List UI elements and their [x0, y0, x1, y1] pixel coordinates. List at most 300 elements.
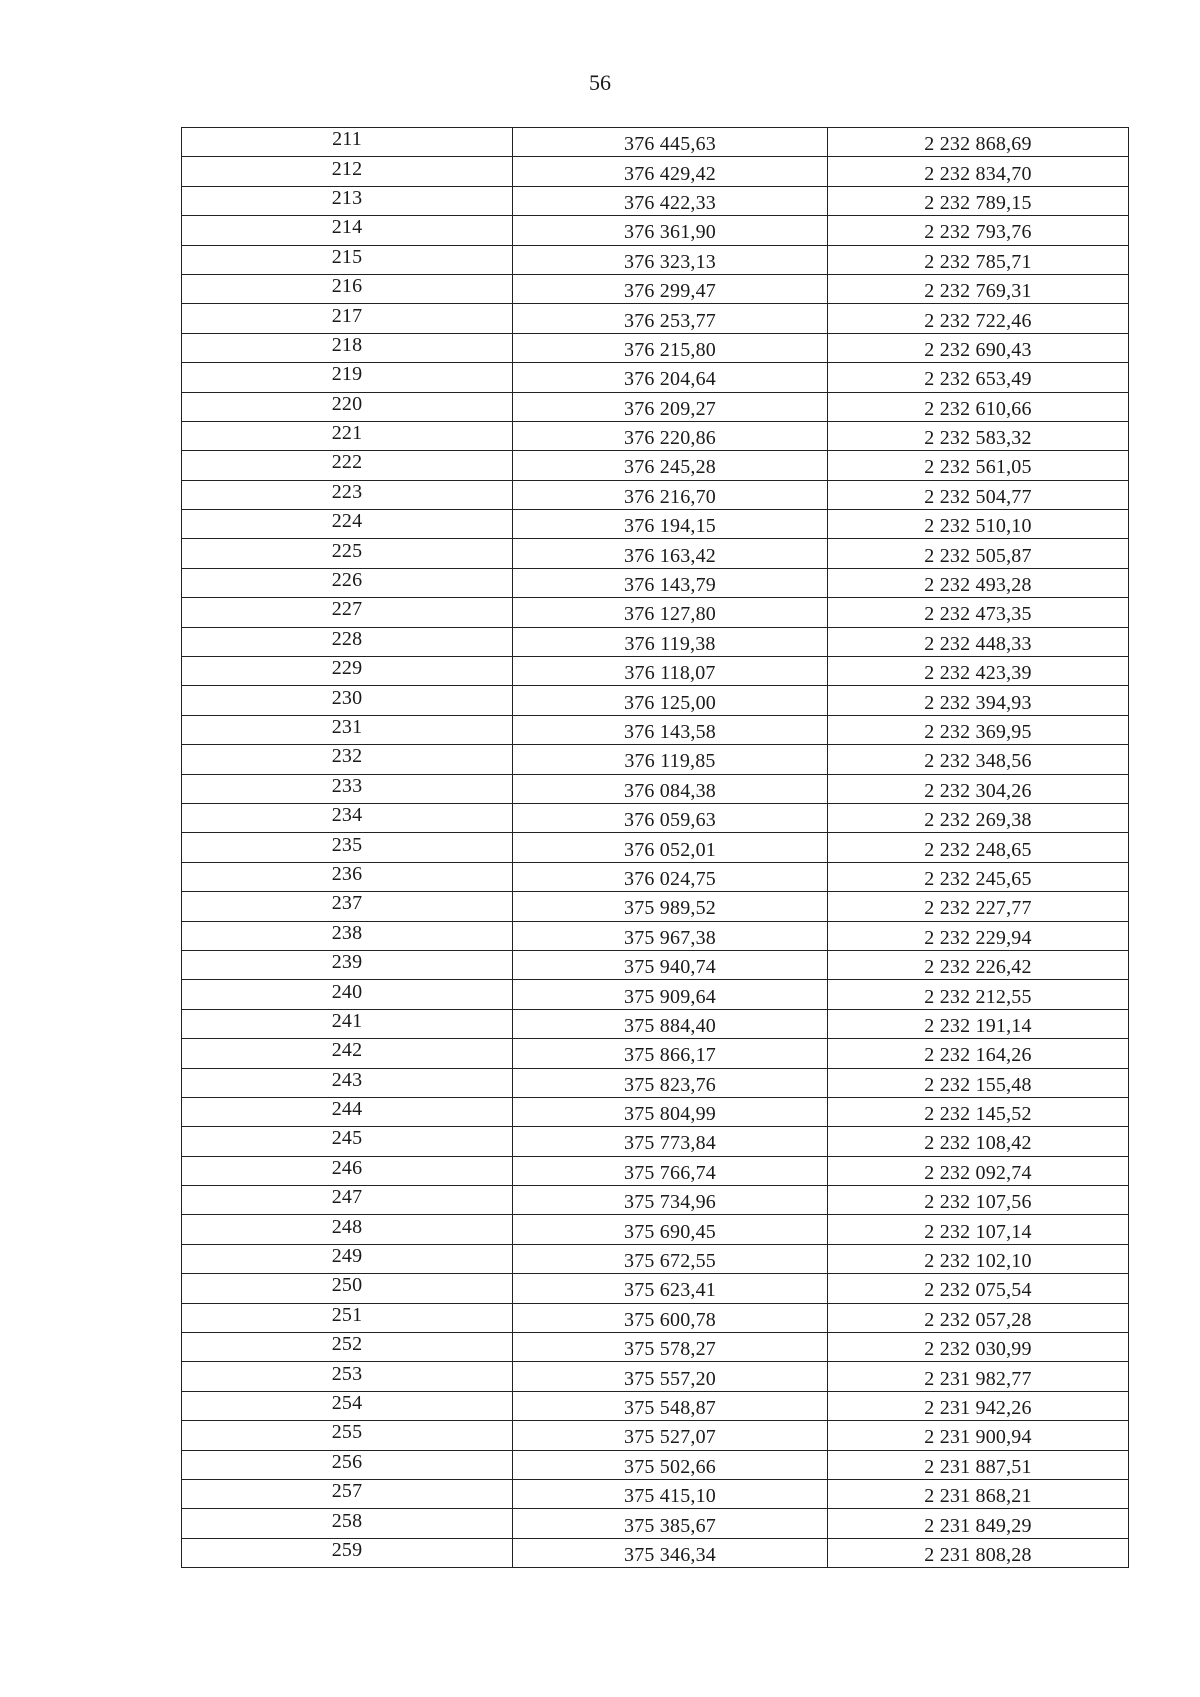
table-row [182, 1127, 1129, 1156]
y-coordinate-cell [828, 862, 1129, 891]
y-coordinate-cell [828, 1391, 1129, 1420]
point-number-cell [182, 1244, 513, 1273]
point-number-cell [182, 657, 513, 686]
point-number-cell [182, 539, 513, 568]
table-row [182, 245, 1129, 274]
y-coordinate-cell-value: 2 232 610,66 [924, 397, 1032, 420]
table-row [182, 715, 1129, 744]
point-number-cell [182, 950, 513, 979]
point-number-cell [182, 568, 513, 597]
x-coordinate-cell [513, 1186, 828, 1215]
x-coordinate-cell [513, 421, 828, 450]
table-row [182, 1391, 1129, 1420]
x-coordinate-cell [513, 715, 828, 744]
point-number-cell [182, 627, 513, 656]
x-coordinate-cell [513, 1156, 828, 1185]
point-number-cell-value: 236 [331, 862, 363, 885]
table-row [182, 216, 1129, 245]
point-number-cell [182, 304, 513, 333]
point-number-cell-value: 215 [331, 245, 363, 268]
point-number-cell [182, 803, 513, 832]
point-number-cell [182, 862, 513, 891]
point-number-cell-value: 212 [331, 157, 363, 180]
y-coordinate-cell [828, 745, 1129, 774]
x-coordinate-cell-value: 376 204,64 [624, 368, 716, 391]
y-coordinate-cell-value: 2 232 075,54 [924, 1279, 1032, 1302]
coordinates-table [181, 127, 1129, 1568]
table-row [182, 950, 1129, 979]
y-coordinate-cell [828, 627, 1129, 656]
table-row [182, 1538, 1129, 1567]
y-coordinate-cell-value: 2 232 493,28 [924, 574, 1032, 597]
x-coordinate-cell-value: 376 215,80 [624, 338, 716, 361]
y-coordinate-cell-value: 2 232 269,38 [924, 809, 1032, 832]
point-number-cell-value: 241 [331, 1009, 363, 1032]
x-coordinate-cell-value: 376 323,13 [624, 250, 716, 273]
point-number-cell-value: 226 [331, 569, 363, 592]
point-number-cell-value: 222 [331, 451, 363, 474]
x-coordinate-cell-value: 375 967,38 [624, 926, 716, 949]
table-row [182, 657, 1129, 686]
y-coordinate-cell [828, 1421, 1129, 1450]
y-coordinate-cell [828, 1039, 1129, 1068]
table-row [182, 1068, 1129, 1097]
table-row [182, 1009, 1129, 1038]
point-number-cell [182, 921, 513, 950]
table-row [182, 1097, 1129, 1126]
point-number-cell-value: 227 [331, 598, 363, 621]
point-number-cell-value: 250 [331, 1274, 363, 1297]
y-coordinate-cell-value: 2 232 448,33 [924, 632, 1032, 655]
y-coordinate-cell-value: 2 232 868,69 [924, 133, 1032, 156]
point-number-cell-value: 255 [331, 1421, 363, 1444]
table-row [182, 1186, 1129, 1215]
y-coordinate-cell-value: 2 232 769,31 [924, 280, 1032, 303]
x-coordinate-cell-value: 376 422,33 [624, 191, 716, 214]
y-coordinate-cell-value: 2 232 369,95 [924, 721, 1032, 743]
table-row [182, 1421, 1129, 1450]
point-number-cell-value: 254 [331, 1391, 363, 1414]
point-number-cell-value: 243 [331, 1068, 363, 1091]
point-number-cell-value: 256 [331, 1450, 363, 1473]
y-coordinate-cell [828, 980, 1129, 1009]
x-coordinate-cell-value: 375 385,67 [624, 1514, 716, 1537]
point-number-cell-value: 259 [331, 1538, 363, 1561]
table-row [182, 1362, 1129, 1391]
y-coordinate-cell-value: 2 232 304,26 [924, 779, 1032, 802]
x-coordinate-cell-value: 375 823,76 [624, 1073, 716, 1096]
x-coordinate-cell [513, 245, 828, 274]
table-row [182, 539, 1129, 568]
y-coordinate-cell [828, 1303, 1129, 1332]
x-coordinate-cell-value: 375 600,78 [624, 1308, 716, 1331]
table-row [182, 1039, 1129, 1068]
point-number-cell [182, 1538, 513, 1567]
x-coordinate-cell [513, 980, 828, 1009]
x-coordinate-cell-value: 375 884,40 [624, 1014, 716, 1037]
y-coordinate-cell [828, 1127, 1129, 1156]
x-coordinate-cell [513, 333, 828, 362]
y-coordinate-cell-value: 2 232 057,28 [924, 1308, 1032, 1331]
x-coordinate-cell [513, 1538, 828, 1567]
y-coordinate-cell-value: 2 232 473,35 [924, 603, 1032, 626]
y-coordinate-cell-value: 2 232 248,65 [924, 838, 1032, 861]
table-row [182, 774, 1129, 803]
x-coordinate-cell-value: 375 346,34 [624, 1543, 716, 1566]
point-number-cell [182, 774, 513, 803]
x-coordinate-cell [513, 745, 828, 774]
x-coordinate-cell-value: 376 163,42 [624, 544, 716, 567]
y-coordinate-cell-value: 2 232 102,10 [924, 1250, 1032, 1273]
page-number: 56 [589, 70, 611, 95]
y-coordinate-cell-value: 2 232 690,43 [924, 338, 1032, 361]
y-coordinate-cell [828, 1009, 1129, 1038]
point-number-cell-value: 235 [331, 833, 363, 856]
y-coordinate-cell-value: 2 232 108,42 [924, 1132, 1032, 1155]
point-number-cell-value: 242 [331, 1039, 363, 1062]
x-coordinate-cell [513, 598, 828, 627]
table-row [182, 598, 1129, 627]
y-coordinate-cell [828, 657, 1129, 686]
point-number-cell-value: 228 [331, 627, 363, 650]
table-row [182, 1215, 1129, 1244]
table-row [182, 1303, 1129, 1332]
x-coordinate-cell-value: 376 253,77 [624, 309, 716, 332]
point-number-cell [182, 480, 513, 509]
point-number-cell [182, 1391, 513, 1420]
point-number-cell-value: 231 [331, 716, 363, 738]
table-row [182, 1450, 1129, 1479]
x-coordinate-cell-value: 375 734,96 [624, 1191, 716, 1214]
x-coordinate-cell-value: 375 527,07 [624, 1426, 716, 1449]
y-coordinate-cell-value: 2 231 808,28 [924, 1543, 1032, 1566]
x-coordinate-cell-value: 376 429,42 [624, 162, 716, 185]
y-coordinate-cell-value: 2 232 107,14 [924, 1220, 1032, 1243]
x-coordinate-cell-value: 376 299,47 [624, 280, 716, 303]
coordinates-table-body [182, 128, 1129, 1568]
x-coordinate-cell-value: 376 209,27 [624, 397, 716, 420]
point-number-cell-value: 244 [331, 1098, 363, 1121]
x-coordinate-cell-value: 375 909,64 [624, 985, 716, 1008]
x-coordinate-cell-value: 375 940,74 [624, 956, 716, 979]
y-coordinate-cell [828, 510, 1129, 539]
table-row [182, 892, 1129, 921]
x-coordinate-cell [513, 803, 828, 832]
point-number-cell [182, 1009, 513, 1038]
point-number-cell-value: 258 [331, 1509, 363, 1532]
y-coordinate-cell [828, 157, 1129, 186]
point-number-cell [182, 1068, 513, 1097]
y-coordinate-cell-value: 2 232 092,74 [924, 1161, 1032, 1184]
y-coordinate-cell [828, 892, 1129, 921]
point-number-cell [182, 421, 513, 450]
point-number-cell [182, 1479, 513, 1508]
point-number-cell [182, 157, 513, 186]
y-coordinate-cell [828, 480, 1129, 509]
y-coordinate-cell [828, 1362, 1129, 1391]
point-number-cell-value: 230 [331, 686, 363, 709]
x-coordinate-cell [513, 1509, 828, 1538]
point-number-cell-value: 240 [331, 980, 363, 1003]
point-number-cell-value: 248 [331, 1215, 363, 1238]
point-number-cell-value: 217 [331, 304, 363, 327]
y-coordinate-cell [828, 274, 1129, 303]
point-number-cell [182, 1333, 513, 1362]
point-number-cell [182, 274, 513, 303]
point-number-cell-value: 211 [332, 128, 362, 151]
point-number-cell-value: 237 [331, 892, 363, 915]
x-coordinate-cell-value: 376 024,75 [624, 867, 716, 890]
x-coordinate-cell [513, 921, 828, 950]
y-coordinate-cell-value: 2 232 107,56 [924, 1191, 1032, 1214]
table-row [182, 980, 1129, 1009]
table-row [182, 1274, 1129, 1303]
table-row [182, 451, 1129, 480]
point-number-cell [182, 1039, 513, 1068]
table-row [182, 1244, 1129, 1273]
x-coordinate-cell-value: 375 415,10 [624, 1485, 716, 1508]
x-coordinate-cell [513, 657, 828, 686]
y-coordinate-cell-value: 2 232 348,56 [924, 750, 1032, 773]
x-coordinate-cell-value: 376 119,85 [624, 750, 716, 773]
point-number-cell [182, 363, 513, 392]
x-coordinate-cell-value: 375 578,27 [624, 1338, 716, 1361]
x-coordinate-cell-value: 375 989,52 [624, 897, 716, 920]
y-coordinate-cell [828, 186, 1129, 215]
table-row [182, 803, 1129, 832]
point-number-cell-value: 216 [331, 275, 363, 298]
x-coordinate-cell [513, 774, 828, 803]
point-number-cell-value: 213 [331, 186, 363, 209]
point-number-cell-value: 247 [331, 1186, 363, 1209]
y-coordinate-cell [828, 451, 1129, 480]
point-number-cell [182, 392, 513, 421]
x-coordinate-cell-value: 375 866,17 [624, 1044, 716, 1067]
point-number-cell [182, 128, 513, 157]
x-coordinate-cell [513, 480, 828, 509]
y-coordinate-cell-value: 2 232 226,42 [924, 956, 1032, 979]
y-coordinate-cell-value: 2 232 785,71 [924, 250, 1032, 273]
x-coordinate-cell-value: 376 127,80 [624, 603, 716, 626]
y-coordinate-cell [828, 1274, 1129, 1303]
y-coordinate-cell-value: 2 232 504,77 [924, 485, 1032, 508]
x-coordinate-cell-value: 375 557,20 [624, 1367, 716, 1390]
y-coordinate-cell [828, 1509, 1129, 1538]
y-coordinate-cell-value: 2 232 423,39 [924, 662, 1032, 685]
y-coordinate-cell-value: 2 231 887,51 [924, 1455, 1032, 1478]
y-coordinate-cell [828, 1156, 1129, 1185]
table-row [182, 186, 1129, 215]
x-coordinate-cell [513, 1479, 828, 1508]
point-number-cell [182, 1127, 513, 1156]
x-coordinate-cell [513, 686, 828, 715]
y-coordinate-cell [828, 1186, 1129, 1215]
x-coordinate-cell-value: 376 052,01 [624, 838, 716, 861]
y-coordinate-cell-value: 2 232 505,87 [924, 544, 1032, 567]
point-number-cell [182, 1274, 513, 1303]
y-coordinate-cell [828, 921, 1129, 950]
table-row [182, 1333, 1129, 1362]
point-number-cell [182, 745, 513, 774]
x-coordinate-cell [513, 304, 828, 333]
x-coordinate-cell [513, 862, 828, 891]
point-number-cell [182, 245, 513, 274]
y-coordinate-cell [828, 1538, 1129, 1567]
table-row [182, 128, 1129, 157]
y-coordinate-cell-value: 2 232 722,46 [924, 309, 1032, 332]
y-coordinate-cell [828, 1244, 1129, 1273]
y-coordinate-cell [828, 774, 1129, 803]
x-coordinate-cell [513, 1274, 828, 1303]
table-row [182, 568, 1129, 597]
point-number-cell-value: 214 [331, 216, 363, 239]
x-coordinate-cell [513, 392, 828, 421]
x-coordinate-cell [513, 510, 828, 539]
x-coordinate-cell [513, 1303, 828, 1332]
y-coordinate-cell-value: 2 232 245,65 [924, 867, 1032, 890]
x-coordinate-cell-value: 376 118,07 [624, 662, 716, 685]
point-number-cell-value: 257 [331, 1480, 363, 1503]
x-coordinate-cell [513, 1333, 828, 1362]
table-row [182, 274, 1129, 303]
x-coordinate-cell-value: 375 502,66 [624, 1455, 716, 1478]
y-coordinate-cell-value: 2 231 900,94 [924, 1426, 1032, 1449]
x-coordinate-cell-value: 376 361,90 [624, 221, 716, 244]
x-coordinate-cell [513, 892, 828, 921]
x-coordinate-cell-value: 376 245,28 [624, 456, 716, 479]
x-coordinate-cell [513, 128, 828, 157]
x-coordinate-cell-value: 375 690,45 [624, 1220, 716, 1243]
point-number-cell-value: 234 [331, 804, 363, 827]
x-coordinate-cell [513, 1068, 828, 1097]
table-row [182, 333, 1129, 362]
x-coordinate-cell [513, 216, 828, 245]
x-coordinate-cell-value: 375 672,55 [624, 1250, 716, 1273]
x-coordinate-cell-value: 375 623,41 [624, 1279, 716, 1302]
x-coordinate-cell [513, 1215, 828, 1244]
y-coordinate-cell [828, 1097, 1129, 1126]
table-row [182, 745, 1129, 774]
y-coordinate-cell [828, 421, 1129, 450]
x-coordinate-cell [513, 539, 828, 568]
x-coordinate-cell [513, 950, 828, 979]
y-coordinate-cell-value: 2 232 583,32 [924, 427, 1032, 450]
point-number-cell-value: 246 [331, 1156, 363, 1179]
point-number-cell [182, 686, 513, 715]
y-coordinate-cell [828, 392, 1129, 421]
point-number-cell [182, 1509, 513, 1538]
y-coordinate-cell-value: 2 232 191,14 [924, 1014, 1032, 1037]
x-coordinate-cell-value: 376 194,15 [624, 515, 716, 538]
y-coordinate-cell-value: 2 232 145,52 [924, 1103, 1032, 1126]
table-row [182, 862, 1129, 891]
point-number-cell [182, 216, 513, 245]
y-coordinate-cell [828, 1215, 1129, 1244]
x-coordinate-cell [513, 833, 828, 862]
point-number-cell-value: 249 [331, 1245, 363, 1268]
point-number-cell [182, 1097, 513, 1126]
x-coordinate-cell [513, 157, 828, 186]
y-coordinate-cell [828, 216, 1129, 245]
y-coordinate-cell [828, 539, 1129, 568]
x-coordinate-cell-value: 376 143,58 [624, 721, 716, 743]
point-number-cell-value: 253 [331, 1362, 363, 1385]
y-coordinate-cell-value: 2 232 510,10 [924, 515, 1032, 538]
y-coordinate-cell [828, 950, 1129, 979]
y-coordinate-cell [828, 598, 1129, 627]
table-row [182, 627, 1129, 656]
table-row [182, 480, 1129, 509]
point-number-cell-value: 224 [331, 510, 363, 533]
y-coordinate-cell [828, 1479, 1129, 1508]
table-row [182, 157, 1129, 186]
point-number-cell-value: 245 [331, 1127, 363, 1150]
x-coordinate-cell-value: 375 773,84 [624, 1132, 716, 1155]
y-coordinate-cell [828, 1450, 1129, 1479]
point-number-cell [182, 892, 513, 921]
x-coordinate-cell [513, 1127, 828, 1156]
point-number-cell [182, 510, 513, 539]
x-coordinate-cell [513, 1421, 828, 1450]
y-coordinate-cell [828, 245, 1129, 274]
x-coordinate-cell-value: 376 445,63 [624, 133, 716, 156]
table-row [182, 1509, 1129, 1538]
point-number-cell-value: 219 [331, 363, 363, 386]
x-coordinate-cell-value: 375 766,74 [624, 1161, 716, 1184]
point-number-cell-value: 233 [331, 774, 363, 797]
y-coordinate-cell-value: 2 232 561,05 [924, 456, 1032, 479]
x-coordinate-cell [513, 1391, 828, 1420]
point-number-cell-value: 252 [331, 1333, 363, 1356]
y-coordinate-cell [828, 1333, 1129, 1362]
x-coordinate-cell [513, 1450, 828, 1479]
table-row [182, 392, 1129, 421]
point-number-cell [182, 186, 513, 215]
point-number-cell [182, 1303, 513, 1332]
y-coordinate-cell [828, 363, 1129, 392]
x-coordinate-cell [513, 186, 828, 215]
table-row [182, 1479, 1129, 1508]
y-coordinate-cell-value: 2 231 982,77 [924, 1367, 1032, 1390]
point-number-cell [182, 1421, 513, 1450]
x-coordinate-cell-value: 376 125,00 [624, 691, 716, 714]
y-coordinate-cell [828, 304, 1129, 333]
x-coordinate-cell-value: 376 059,63 [624, 809, 716, 832]
y-coordinate-cell-value: 2 232 394,93 [924, 691, 1032, 714]
x-coordinate-cell [513, 627, 828, 656]
x-coordinate-cell [513, 1009, 828, 1038]
x-coordinate-cell-value: 376 119,38 [624, 632, 716, 655]
point-number-cell-value: 218 [331, 333, 363, 356]
x-coordinate-cell-value: 376 216,70 [624, 485, 716, 508]
y-coordinate-cell-value: 2 232 793,76 [924, 221, 1032, 244]
y-coordinate-cell-value: 2 232 834,70 [924, 162, 1032, 185]
y-coordinate-cell [828, 568, 1129, 597]
y-coordinate-cell-value: 2 232 212,55 [924, 985, 1032, 1008]
point-number-cell [182, 1186, 513, 1215]
table-row [182, 833, 1129, 862]
x-coordinate-cell [513, 363, 828, 392]
y-coordinate-cell-value: 2 232 229,94 [924, 926, 1032, 949]
x-coordinate-cell-value: 376 220,86 [624, 427, 716, 450]
point-number-cell [182, 1156, 513, 1185]
point-number-cell [182, 980, 513, 1009]
y-coordinate-cell [828, 715, 1129, 744]
y-coordinate-cell-value: 2 232 030,99 [924, 1338, 1032, 1361]
point-number-cell [182, 1215, 513, 1244]
table-row [182, 363, 1129, 392]
y-coordinate-cell [828, 333, 1129, 362]
